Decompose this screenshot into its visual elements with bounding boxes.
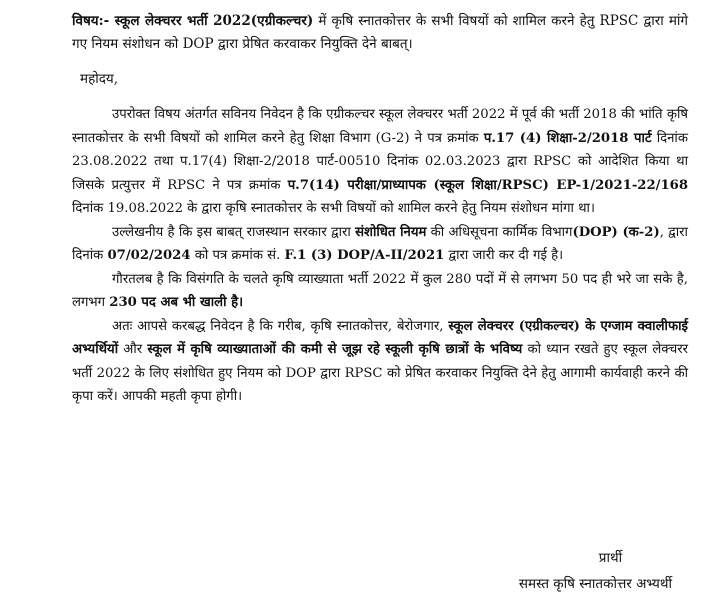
para-text: गौरतलब है कि विसंगति के चलते कृषि व्याख्याता भर्ती 2022 में कुल 280 पदों में से लगभग 50 पद ही भरे जा सके है, लगभग xyxy=(72,271,688,310)
paragraph-intro xyxy=(72,103,688,221)
signature-applicant: प्रार्थी xyxy=(598,550,623,566)
para-text: द्वारा जारी कर दी गई है। xyxy=(444,248,564,263)
amended-rules-bold: संशोधित नियम xyxy=(355,224,427,240)
candidates-bold: स्कूल लेक्चरर (एग्रीकल्चर) के एग्जाम क्वालीफाई अभ्यर्थियों xyxy=(72,318,688,357)
subject-label: विषय:- स्कूल लेक्चरर भर्ती 2022(एग्रीकल्चर) xyxy=(72,13,314,29)
paragraph-vacancies xyxy=(72,268,688,315)
para-text: , द्वारा दिनांक xyxy=(72,224,688,263)
subject-text: में कृषि स्नातकोत्तर के सभी विषयों को शामिल करने हेतु RPSC द्वारा मांगे गए नियम संशोधन को DOP द्वारा प्रेषित करवाकर नियुक्ति देने बाबत्। xyxy=(72,13,688,52)
para-text: दिनांक 19.08.2022 के द्वारा कृषि स्नातकोत्तर के सभी विषयों को शामिल करने हेतु नियम संशोधन मांगा था। xyxy=(72,201,595,216)
signature-group: समस्त कृषि स्नातकोत्तर अभ्यर्थी xyxy=(518,576,672,592)
notification-number-bold: F.1 (3) DOP/A-II/2021 xyxy=(284,248,445,263)
notification-date-bold: 07/02/2024 xyxy=(107,248,191,263)
students-future-bold: स्कूल में कृषि व्याख्याताओं की कमी से जूझ रहे स्कूली कृषि छात्रों के भविष्य xyxy=(147,342,523,357)
rpsc-reference-bold: प.7(14) परीक्षा/प्राध्यापक (स्कूल शिक्षा/RPSC) EP-1/2021-22/168 xyxy=(287,177,689,193)
para-text: की अधिसूचना कार्मिक विभाग xyxy=(426,224,573,240)
signature-block xyxy=(519,545,672,597)
para-text: उपरोक्त विषय अंतर्गत सविनय निवेदन है कि एग्रीकल्चर स्कूल लेक्चरर भर्ती 2022 में पूर्व की भर्ती 2018 की भांति कृषि स्नातकोत्तर के सभी विषयों को शामिल करने हेतु शिक्षा विभाग (G-2) ने पत्र क्रमांक xyxy=(72,107,688,146)
paragraph-notification xyxy=(72,221,688,268)
letter-reference-bold: प.17 (4) शिक्षा-2/2018 पार्ट xyxy=(483,130,652,146)
para-text: दिनांक 23.08.2022 तथा प.17(4) शिक्षा-2/2018 पार्ट-00510 दिनांक 02.03.2023 द्वारा RPSC को आदेशित किया था जिसके प्रत्युत्तर में RPSC ने पत्र क्रमांक xyxy=(72,130,688,193)
paragraph-request xyxy=(72,315,688,409)
para-text: उल्लेखनीय है कि इस बाबत् राजस्थान सरकार द्वारा xyxy=(112,224,356,240)
para-text: को ध्यान रखते हुए स्कूल लेक्चरर भर्ती 2022 के लिए संशोधित हुए नियम को DOP द्वारा RPSC को प्रेषित करवाकर नियुक्ति देने हेतु आगामी कार्यवाही करने की कृपा करें। आपकी महती कृपा होगी। xyxy=(72,342,688,404)
subject-line xyxy=(72,10,688,56)
vacant-posts-bold: 230 पद अब भी खाली है। xyxy=(109,295,244,310)
para-text: को पत्र क्रमांक सं. xyxy=(190,248,285,263)
department-bold: (DOP) (क-2) xyxy=(572,224,660,240)
salutation: महोदय, xyxy=(80,71,119,87)
para-text: और xyxy=(118,342,148,357)
para-text: अतः आपसे करबद्ध निवेदन है कि गरीब, कृषि स्नातकोत्तर, बेरोजगार, xyxy=(112,318,449,334)
